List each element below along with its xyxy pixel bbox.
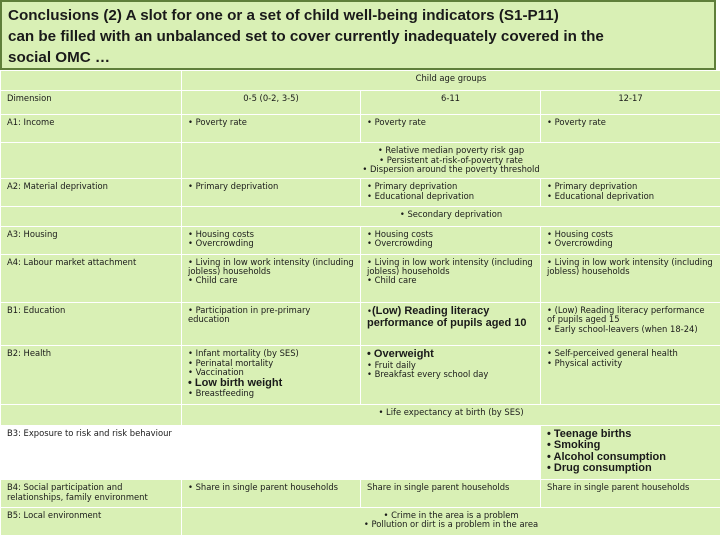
education-12-17 [541, 303, 720, 346]
list-item: • Perinatal mortality [188, 357, 274, 368]
list-item: • Early school-leavers (when 18-24) [547, 323, 698, 334]
labour-label: A4: Labour market attachment [1, 254, 182, 302]
reading-literacy-highlight: (Low) Reading literacy performance of pupils aged 10 [367, 305, 527, 329]
age-group-6-11-header: 6-11 [361, 90, 541, 115]
age-group-12-17-header: 12-17 [541, 90, 720, 115]
list-item: • Housing costs [367, 228, 434, 239]
health-span-label [1, 405, 182, 426]
list-item: • (Low) Reading literacy performance of pupils aged 15 [547, 305, 705, 325]
list-item: • Housing costs [188, 228, 255, 239]
age-group-0-5-header: 0-5 (0-2, 3-5) [182, 90, 361, 115]
list-item: • Living in low work intensity (including jobless) households [367, 256, 533, 276]
income-0-5: • Poverty rate [182, 115, 361, 143]
education-6-11 [361, 303, 541, 346]
risk-6-11 [361, 425, 541, 480]
list-item: • Breastfeeding [188, 388, 255, 399]
list-item: • Primary deprivation [547, 181, 638, 192]
list-item: • Self-perceived general health [547, 348, 678, 359]
list-item: • Smoking [547, 439, 601, 452]
list-item: • Fruit daily [367, 359, 416, 370]
labour-0-5 [182, 254, 361, 302]
list-item: • Pollution or dirt is a problem in the area [363, 519, 539, 530]
health-label: B2: Health [1, 346, 182, 405]
income-12-17: • Poverty rate [541, 115, 720, 143]
list-item: • Drug consumption [547, 462, 652, 475]
overweight-highlight: • Overweight [367, 348, 434, 361]
slide-title [0, 0, 716, 70]
title-line-1: Conclusions (2) A slot for one or a set of child well-being indicators (S1-P11) [8, 7, 559, 24]
list-item: • Infant mortality (by SES) [188, 348, 299, 359]
title-line-3: social OMC … [8, 49, 111, 66]
income-all-ages [182, 143, 720, 179]
list-item: • Educational deprivation [547, 190, 655, 201]
list-item: • Physical activity [547, 357, 623, 368]
housing-0-5 [182, 226, 361, 254]
bullet: • [367, 306, 372, 317]
table-row [1, 405, 720, 426]
income-span-label [1, 143, 182, 179]
local-label: B5: Local environment [1, 508, 182, 536]
list-item: • Overcrowding [367, 238, 433, 249]
risk-0-5 [182, 425, 361, 480]
list-item: • Child care [367, 275, 417, 286]
labour-6-11 [361, 254, 541, 302]
education-label: B1: Education [1, 303, 182, 346]
list-item: • Living in low work intensity (including jobless) households [188, 256, 354, 276]
list-item: • Child care [188, 275, 238, 286]
list-item: • Overcrowding [188, 238, 254, 249]
list-item: • Living in low work intensity (including jobless) households [547, 256, 713, 276]
material-6-11 [361, 179, 541, 207]
table-row [1, 90, 720, 115]
indicator-table [0, 70, 720, 536]
health-12-17 [541, 346, 720, 405]
list-item: • Vaccination [188, 367, 244, 378]
table-row [1, 71, 720, 91]
social-12-17: Share in single parent households [541, 480, 720, 508]
social-0-5: • Share in single parent households [182, 480, 361, 508]
list-item: • Alcohol consumption [547, 450, 666, 463]
local-all-ages [182, 508, 720, 536]
table-row [1, 508, 720, 536]
income-span-item: • Relative median poverty risk gap [377, 145, 525, 156]
title-line-2: can be filled with an unbalanced set to cover currently inadequately covered in the [8, 28, 604, 45]
income-6-11: • Poverty rate [361, 115, 541, 143]
social-label: B4: Social participation and relationships, family environment [1, 480, 182, 508]
list-item: • Crime in the area is a problem [383, 510, 519, 521]
list-item: • Educational deprivation [367, 190, 475, 201]
table-row [1, 143, 720, 179]
list-item: • Overcrowding [547, 238, 613, 249]
list-item: • Breakfast every school day [367, 369, 489, 380]
child-age-groups-header: Child age groups [182, 71, 720, 91]
material-label: A2: Material deprivation [1, 179, 182, 207]
low-birth-weight-highlight: • Low birth weight [188, 376, 283, 389]
table-row [1, 425, 720, 480]
housing-label: A3: Housing [1, 226, 182, 254]
health-0-5 [182, 346, 361, 405]
table-row [1, 115, 720, 143]
risk-label: B3: Exposure to risk and risk behaviour [1, 425, 182, 480]
table-row [1, 207, 720, 227]
income-label: A1: Income [1, 115, 182, 143]
material-12-17 [541, 179, 720, 207]
risk-12-17 [541, 425, 720, 480]
education-0-5: • Participation in pre-primary education [182, 303, 361, 346]
table-row [1, 303, 720, 346]
table-row [1, 226, 720, 254]
material-0-5: • Primary deprivation [182, 179, 361, 207]
material-all-ages: • Secondary deprivation [182, 207, 720, 227]
list-item: • Housing costs [547, 228, 614, 239]
material-span-label [1, 207, 182, 227]
list-item: • Teenage births [547, 427, 632, 440]
income-span-item: • Dispersion around the poverty threshold [362, 163, 540, 174]
table-row [1, 179, 720, 207]
table-row [1, 480, 720, 508]
income-span-item: • Persistent at-risk-of-poverty rate [379, 154, 523, 165]
table-row [1, 254, 720, 302]
list-item: • Primary deprivation [367, 181, 458, 192]
housing-12-17 [541, 226, 720, 254]
table-row [1, 346, 720, 405]
health-all-ages: • Life expectancy at birth (by SES) [182, 405, 720, 426]
health-6-11 [361, 346, 541, 405]
header-corner [1, 71, 182, 91]
housing-6-11 [361, 226, 541, 254]
social-6-11: Share in single parent households [361, 480, 541, 508]
labour-12-17 [541, 254, 720, 302]
dimension-header: Dimension [1, 90, 182, 115]
